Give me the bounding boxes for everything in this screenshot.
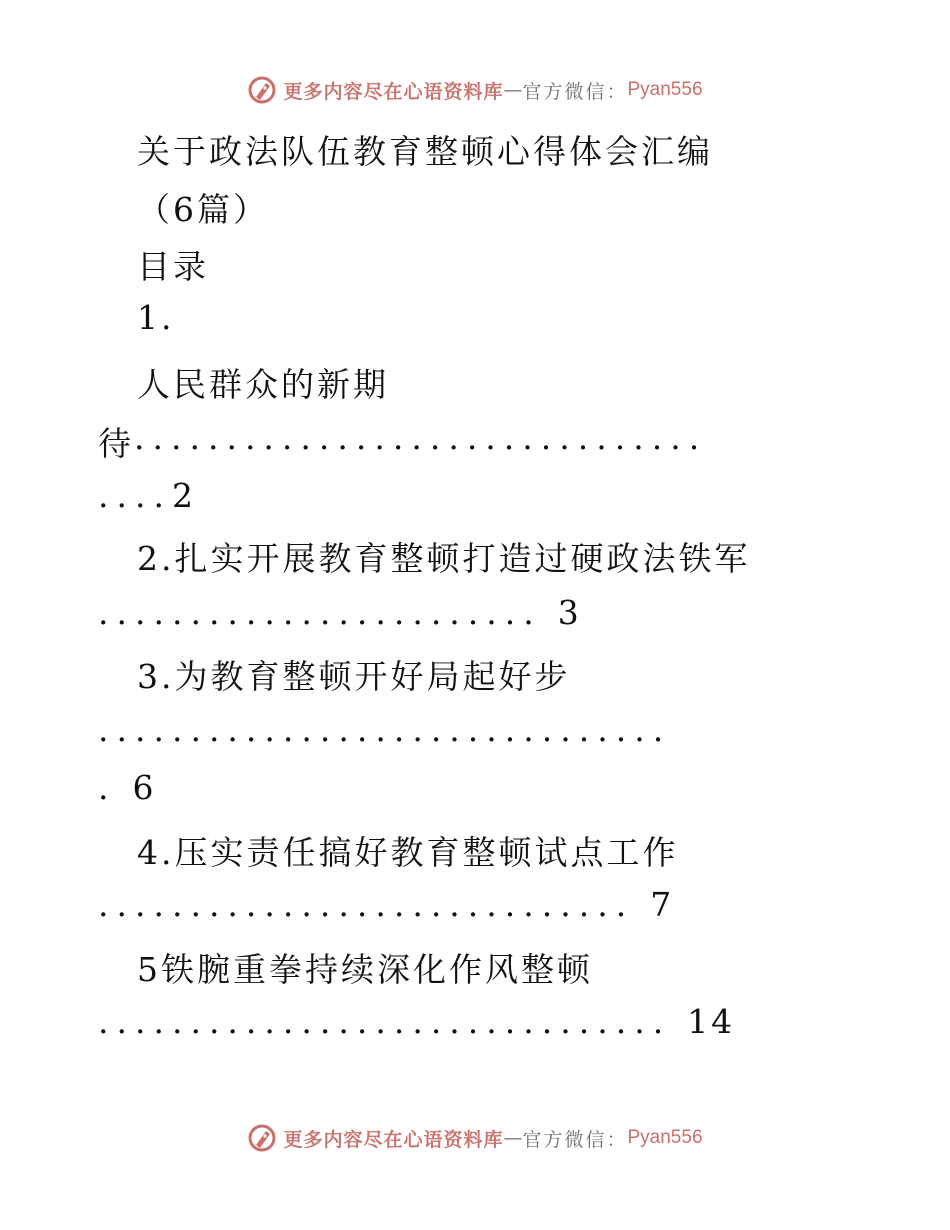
toc-entry-3-leader bbox=[98, 710, 671, 749]
toc-entry-3-page-line bbox=[98, 768, 157, 807]
footer-watermark bbox=[0, 1118, 950, 1158]
toc-entry-1-number: 1. bbox=[137, 298, 175, 337]
toc-entry-5-title: 5铁腕重拳持续深化作风整顿 bbox=[137, 950, 593, 989]
toc-entry-3-title: 3.为教育整顿开好局起好步 bbox=[137, 657, 571, 696]
toc-entry-1-leader bbox=[98, 418, 843, 465]
dot-leader: ........................ bbox=[98, 593, 542, 632]
toc-entry-3-page: 6 bbox=[132, 768, 157, 807]
toc-entry-1-page: 2 bbox=[171, 476, 196, 515]
dot-leader: ............................. bbox=[98, 885, 635, 924]
toc-entry-2-page: 3 bbox=[557, 593, 582, 632]
pen-nib-logo-icon bbox=[247, 1123, 277, 1153]
dot-leader: ............................... bbox=[134, 418, 708, 457]
banner-wechat-label: 官方微信： bbox=[522, 1128, 628, 1151]
toc-heading: 目录 bbox=[137, 247, 209, 286]
toc-entry-2-title: 2.扎实开展教育整顿打造过硬政法铁军 bbox=[137, 539, 751, 578]
banner-main-text: 更多内容尽在心语资料库 bbox=[283, 80, 504, 103]
pen-nib-logo-icon bbox=[247, 75, 277, 105]
toc-entry-4-leader bbox=[98, 885, 674, 924]
document-title: 关于政法队伍教育整顿心得体会汇编 bbox=[137, 132, 713, 171]
dot-leader: ............................... bbox=[98, 1002, 672, 1041]
toc-entry-4-title: 4.压实责任搞好教育整顿试点工作 bbox=[137, 833, 679, 872]
banner-wechat-label: 官方微信： bbox=[522, 80, 628, 103]
banner-separator: — bbox=[503, 1127, 523, 1149]
toc-entry-5-page: 14 bbox=[687, 1002, 736, 1041]
toc-entry-1-page-line bbox=[98, 476, 196, 515]
toc-entry-4-page: 7 bbox=[650, 885, 675, 924]
dot-leader: .... bbox=[98, 476, 172, 515]
banner-main-text: 更多内容尽在心语资料库 bbox=[283, 1128, 504, 1151]
toc-entry-1-title: 人民群众的新期 bbox=[137, 365, 389, 404]
dot-leader: ............................... bbox=[98, 710, 672, 749]
banner-wechat-id: Pyan556 bbox=[627, 1127, 703, 1148]
document-count: （6篇） bbox=[137, 190, 269, 229]
toc-entry-2-leader bbox=[98, 593, 582, 632]
dot-leader: . bbox=[98, 768, 117, 807]
banner-separator: — bbox=[503, 79, 523, 101]
toc-entry-5-leader bbox=[98, 1002, 735, 1041]
header-watermark bbox=[0, 70, 950, 110]
toc-entry-1-tail-char: 待 bbox=[98, 424, 134, 463]
banner-wechat-id: Pyan556 bbox=[627, 79, 703, 100]
